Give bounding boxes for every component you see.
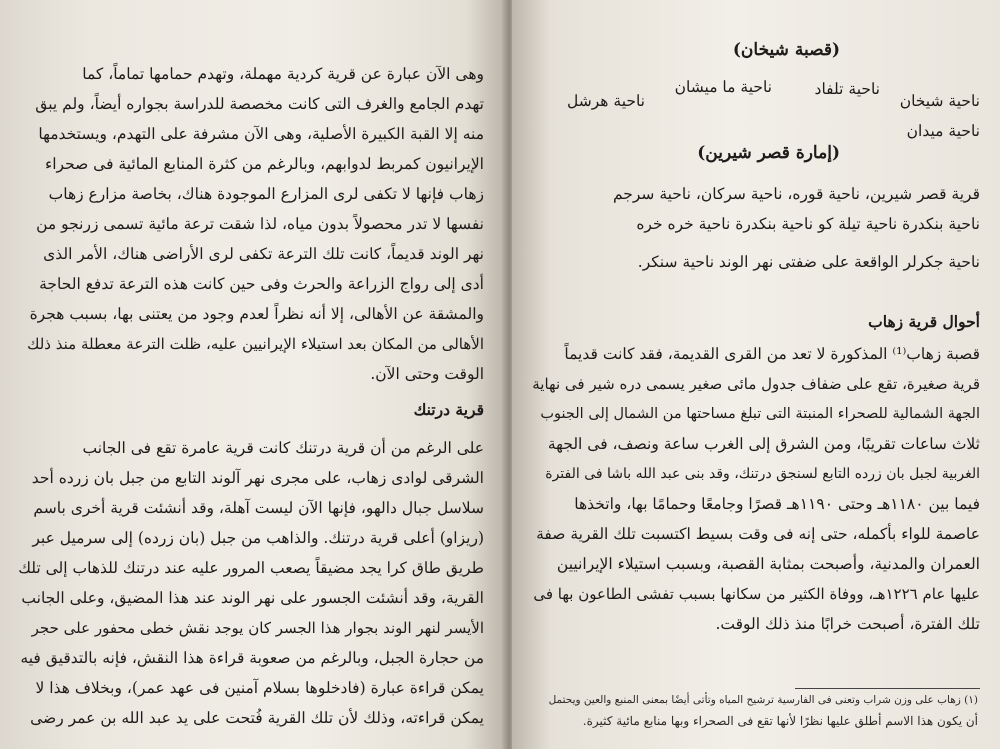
text-line: الغربية لجبل بان زرده التابع لسنجق درتنك، وقد بنى عبد الله باشا فى الفترة xyxy=(545,466,980,482)
text-line: يمكن قراءة عبارة (فادخلوها بسلام آمنين فى عهد عمر)، وبخلاف هذا لا xyxy=(35,679,484,697)
district-label: ناحية هرشل xyxy=(567,92,645,110)
text-line: العمران والمدنية، وأصبحت بمثابة القصبة، وبسبب استيلاء الإيرانيين xyxy=(556,555,980,573)
text-line: الأيسر لنهر الوند بجوار هذا الجسر كان يوجد نقش خطى محفور على حجر xyxy=(31,619,484,637)
right-page xyxy=(512,0,1000,749)
text-line: الإيرانيون كمربط لدوابهم، وبالرغم من كثرة المنابع المائية فى صحراء xyxy=(44,155,484,173)
section-heading: (قصبة شيخان) xyxy=(732,40,840,60)
text-line: والمشقة عن الأهالى، إلا أنه نظراً لعدم وجود من يعتنى بها، بسبب هجرة xyxy=(29,305,484,323)
section-heading: أحوال قرية زهاب xyxy=(868,312,980,331)
text-line: الشرقى لوادى زهاب، على مجرى نهر آلوند التابع من جبل بان زرده أحد xyxy=(31,469,484,487)
text-line: ثلاث ساعات تقريبًا، ومن الشرق إلى الغرب ساعة ونصف، فى الجهة xyxy=(547,435,980,453)
district-label: ناحية ما ميشان xyxy=(674,78,772,96)
text-line: الجهة الشمالية للصحراء المنبتة التى تبلغ مساحتها من الشمال إلى الجنوب xyxy=(540,406,980,422)
text-line: على الرغم من أن قرية درتنك كانت قرية عامرة تقع فى الجانب xyxy=(82,439,484,457)
text-line: القرية، وقد أنشئت الجسور على نهر الوند عند هذا المضيق، وعلى الجانب xyxy=(21,589,484,607)
text-line: سلاسل جبال دالهو، فإنها الآن ليست آهلة، وقد أنشئت قرية أخرى باسم xyxy=(33,499,484,517)
text-line: نهر الوند قديماً، كانت تلك الترعة تكفى لرى الأراضى هناك، الأمر الذى xyxy=(43,245,484,263)
section-heading: قرية درتنك xyxy=(413,400,484,419)
footnote-line: (١) زهاب على وزن شراب وتعنى فى الفارسية ترشيح المياه وتأتى أيضًا بمعنى المنبع والعين ويحتمل xyxy=(548,694,978,706)
text-line: من حجارة الجبل، وبالرغم من صعوبة قراءة هذا النقش، فإنه بالتدقيق فيه xyxy=(20,649,484,667)
district-label: ناحية تلفاد xyxy=(814,80,880,98)
district-row: قرية قصر شيرين، ناحية قوره، ناحية سركان، ناحية سرجم xyxy=(612,185,980,203)
text-line: قصبة زهاب⁽¹⁾ المذكورة لا تعد من القرى القديمة، فقد كانت قديماً xyxy=(564,345,980,363)
text-line: عليها عام ١٢٢٦هـ، ووفاة الكثير من سكانها بسبب تفشى الطاعون بها فى xyxy=(533,585,980,603)
text-line: الأهالى من المكان بعد استيلاء الإيرانيين عليه، ظلت الترعة معطلة منذ ذلك xyxy=(27,335,484,353)
text-line: أدى إلى رواج الزراعة والحرث وفى حين كانت هذه الترعة تدفع الحاجة xyxy=(39,275,484,293)
district-row: ناحية جكرلر الواقعة على ضفتى نهر الوند ناحية سنكر. xyxy=(637,253,980,271)
text-line: وهى الآن عبارة عن قرية كردية مهملة، وتهدم حمامها تماماً، كما xyxy=(82,65,484,83)
footnote-divider xyxy=(795,688,980,689)
district-label: ناحية ميدان xyxy=(906,122,980,140)
text-line: (ريزاو) أعلى قرية درتنك. والذاهب من جبل (بان زرده) إلى سرميل عبر xyxy=(32,529,484,547)
text-line: فيما بين ١١٨٠هـ وحتى ١١٩٠هـ قصرًا وجامعًا وحمامًا بها، واتخذها xyxy=(574,495,980,513)
text-line: طريق طاق كرا يجد مضيقاً يصعب المرور عليه عند درتنك للذهاب إلى تلك xyxy=(18,559,484,577)
district-row: ناحية بنكدرة ناحية تيلة كو ناحية بنكدرة ناحية خره خره xyxy=(636,215,980,233)
text-line: نفسها لا تدر محصولاً بدون مياه، لذا شقت ترعة مائية تسمى زرنجو من xyxy=(36,215,484,233)
footnote-line: أن يكون هذا الاسم أطلق عليها نظرًا لأنها تقع فى الصحراء وبها منابع مائية كثيرة. xyxy=(582,714,978,728)
text-line: زهاب فإنها لا تكفى لرى المزارع الموجودة هناك، بخاصة مزارع زهاب xyxy=(48,185,484,203)
text-line: قرية صغيرة، تقع على ضفاف جدول مائى صغير يسمى دره شير فى نهاية xyxy=(532,375,980,393)
text-line: يمكن قراءته، وذلك لأن تلك القرية فُتحت على يد عبد الله بن عمر رضى xyxy=(30,709,484,727)
district-label: ناحية شيخان xyxy=(899,92,980,110)
text-line: تلك الفترة، أصبحت خرابًا منذ ذلك الوقت. xyxy=(715,615,980,633)
text-line: تهدم الجامع والغرف التى كانت مخصصة للدراسة بجواره أيضاً، ولم يبق xyxy=(35,95,484,113)
text-line: منه إلا القبة الكبيرة الأصلية، وهى الآن مشرفة على التهدم، ويستخدمها xyxy=(38,125,484,143)
text-line: عاصمة للواء بأكمله، حتى إنه فى وقت بسيط اكتسبت تلك القرية صفة xyxy=(536,525,980,543)
text-line: الوقت وحتى الآن. xyxy=(370,365,484,383)
section-heading: (إمارة قصر شيرين) xyxy=(697,143,840,163)
